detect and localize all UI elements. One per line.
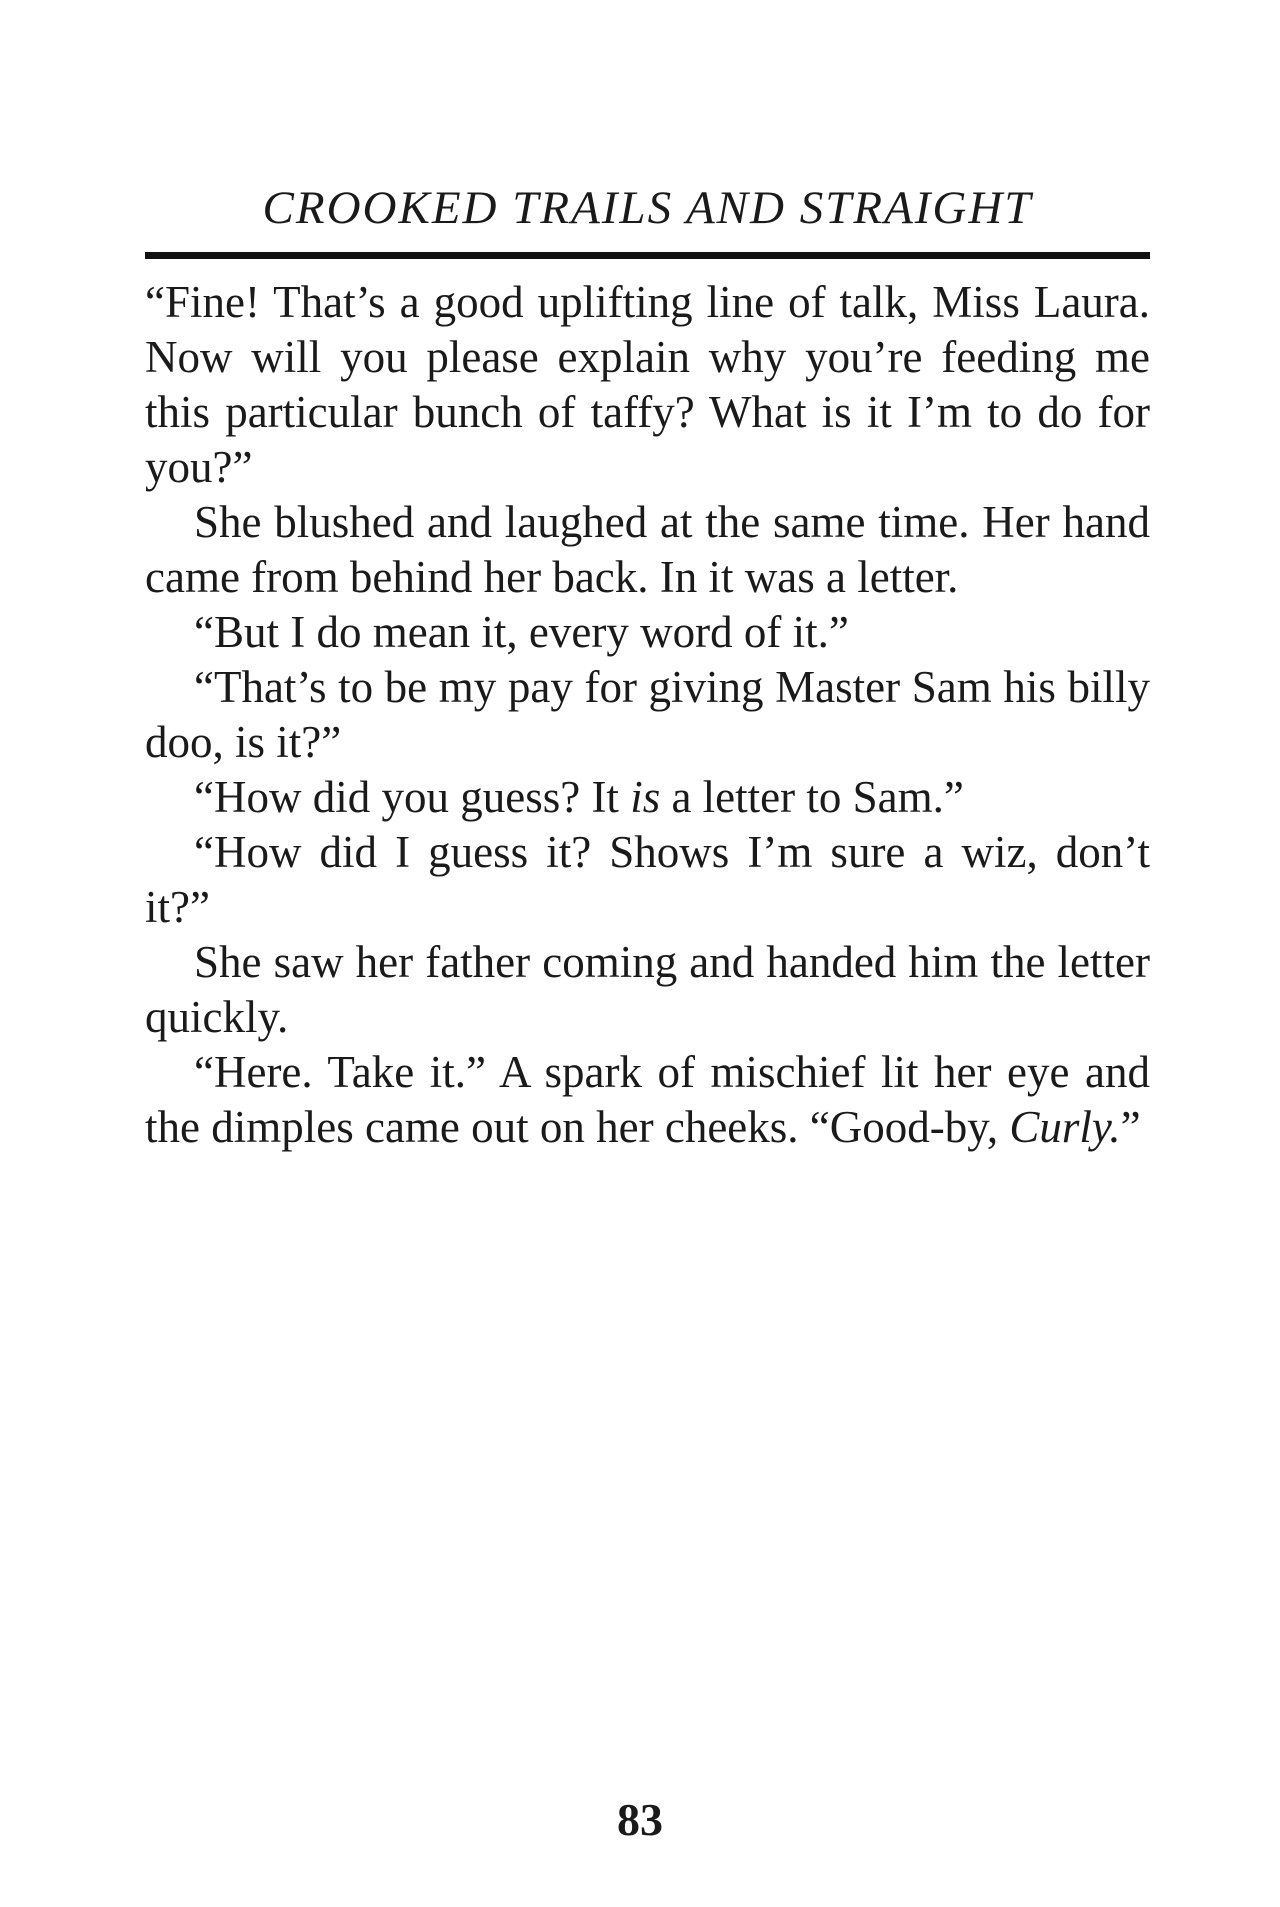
page-number: 83	[617, 1794, 663, 1845]
header-rule	[145, 252, 1150, 259]
text-run: “Here. Take it.” A spark of mischief lit her eye and the dimples came out on her cheeks. “Good-by,	[145, 1047, 1150, 1152]
paragraph	[145, 770, 1150, 825]
running-head: CROOKED TRAILS AND STRAIGHT	[262, 182, 1033, 234]
paragraph: “Fine! That’s a good uplifting line of talk, Miss Laura. Now will you please explain why you’re feeding me this particular bunch of taffy? What is it I’m to do for you?”	[145, 277, 1150, 492]
text-run: “How did you guess? It	[194, 772, 631, 822]
paragraph	[145, 1045, 1150, 1155]
paragraph: She blushed and laughed at the same time. Her hand came from behind her back. In it was a letter.	[145, 497, 1150, 602]
paragraph: “That’s to be my pay for giving Master Sam his billy doo, is it?”	[145, 662, 1150, 767]
text-run: ”	[1120, 1102, 1141, 1152]
body-text	[145, 275, 1150, 1155]
emphasis: is	[630, 772, 661, 822]
emphasis: Curly.	[1009, 1102, 1121, 1152]
text-run: a letter to Sam.”	[660, 772, 964, 822]
paragraph: She saw her father coming and handed him the letter quickly.	[145, 937, 1150, 1042]
paragraph: “How did I guess it? Shows I’m sure a wiz, don’t it?”	[145, 827, 1150, 932]
paragraph: “But I do mean it, every word of it.”	[194, 607, 849, 657]
